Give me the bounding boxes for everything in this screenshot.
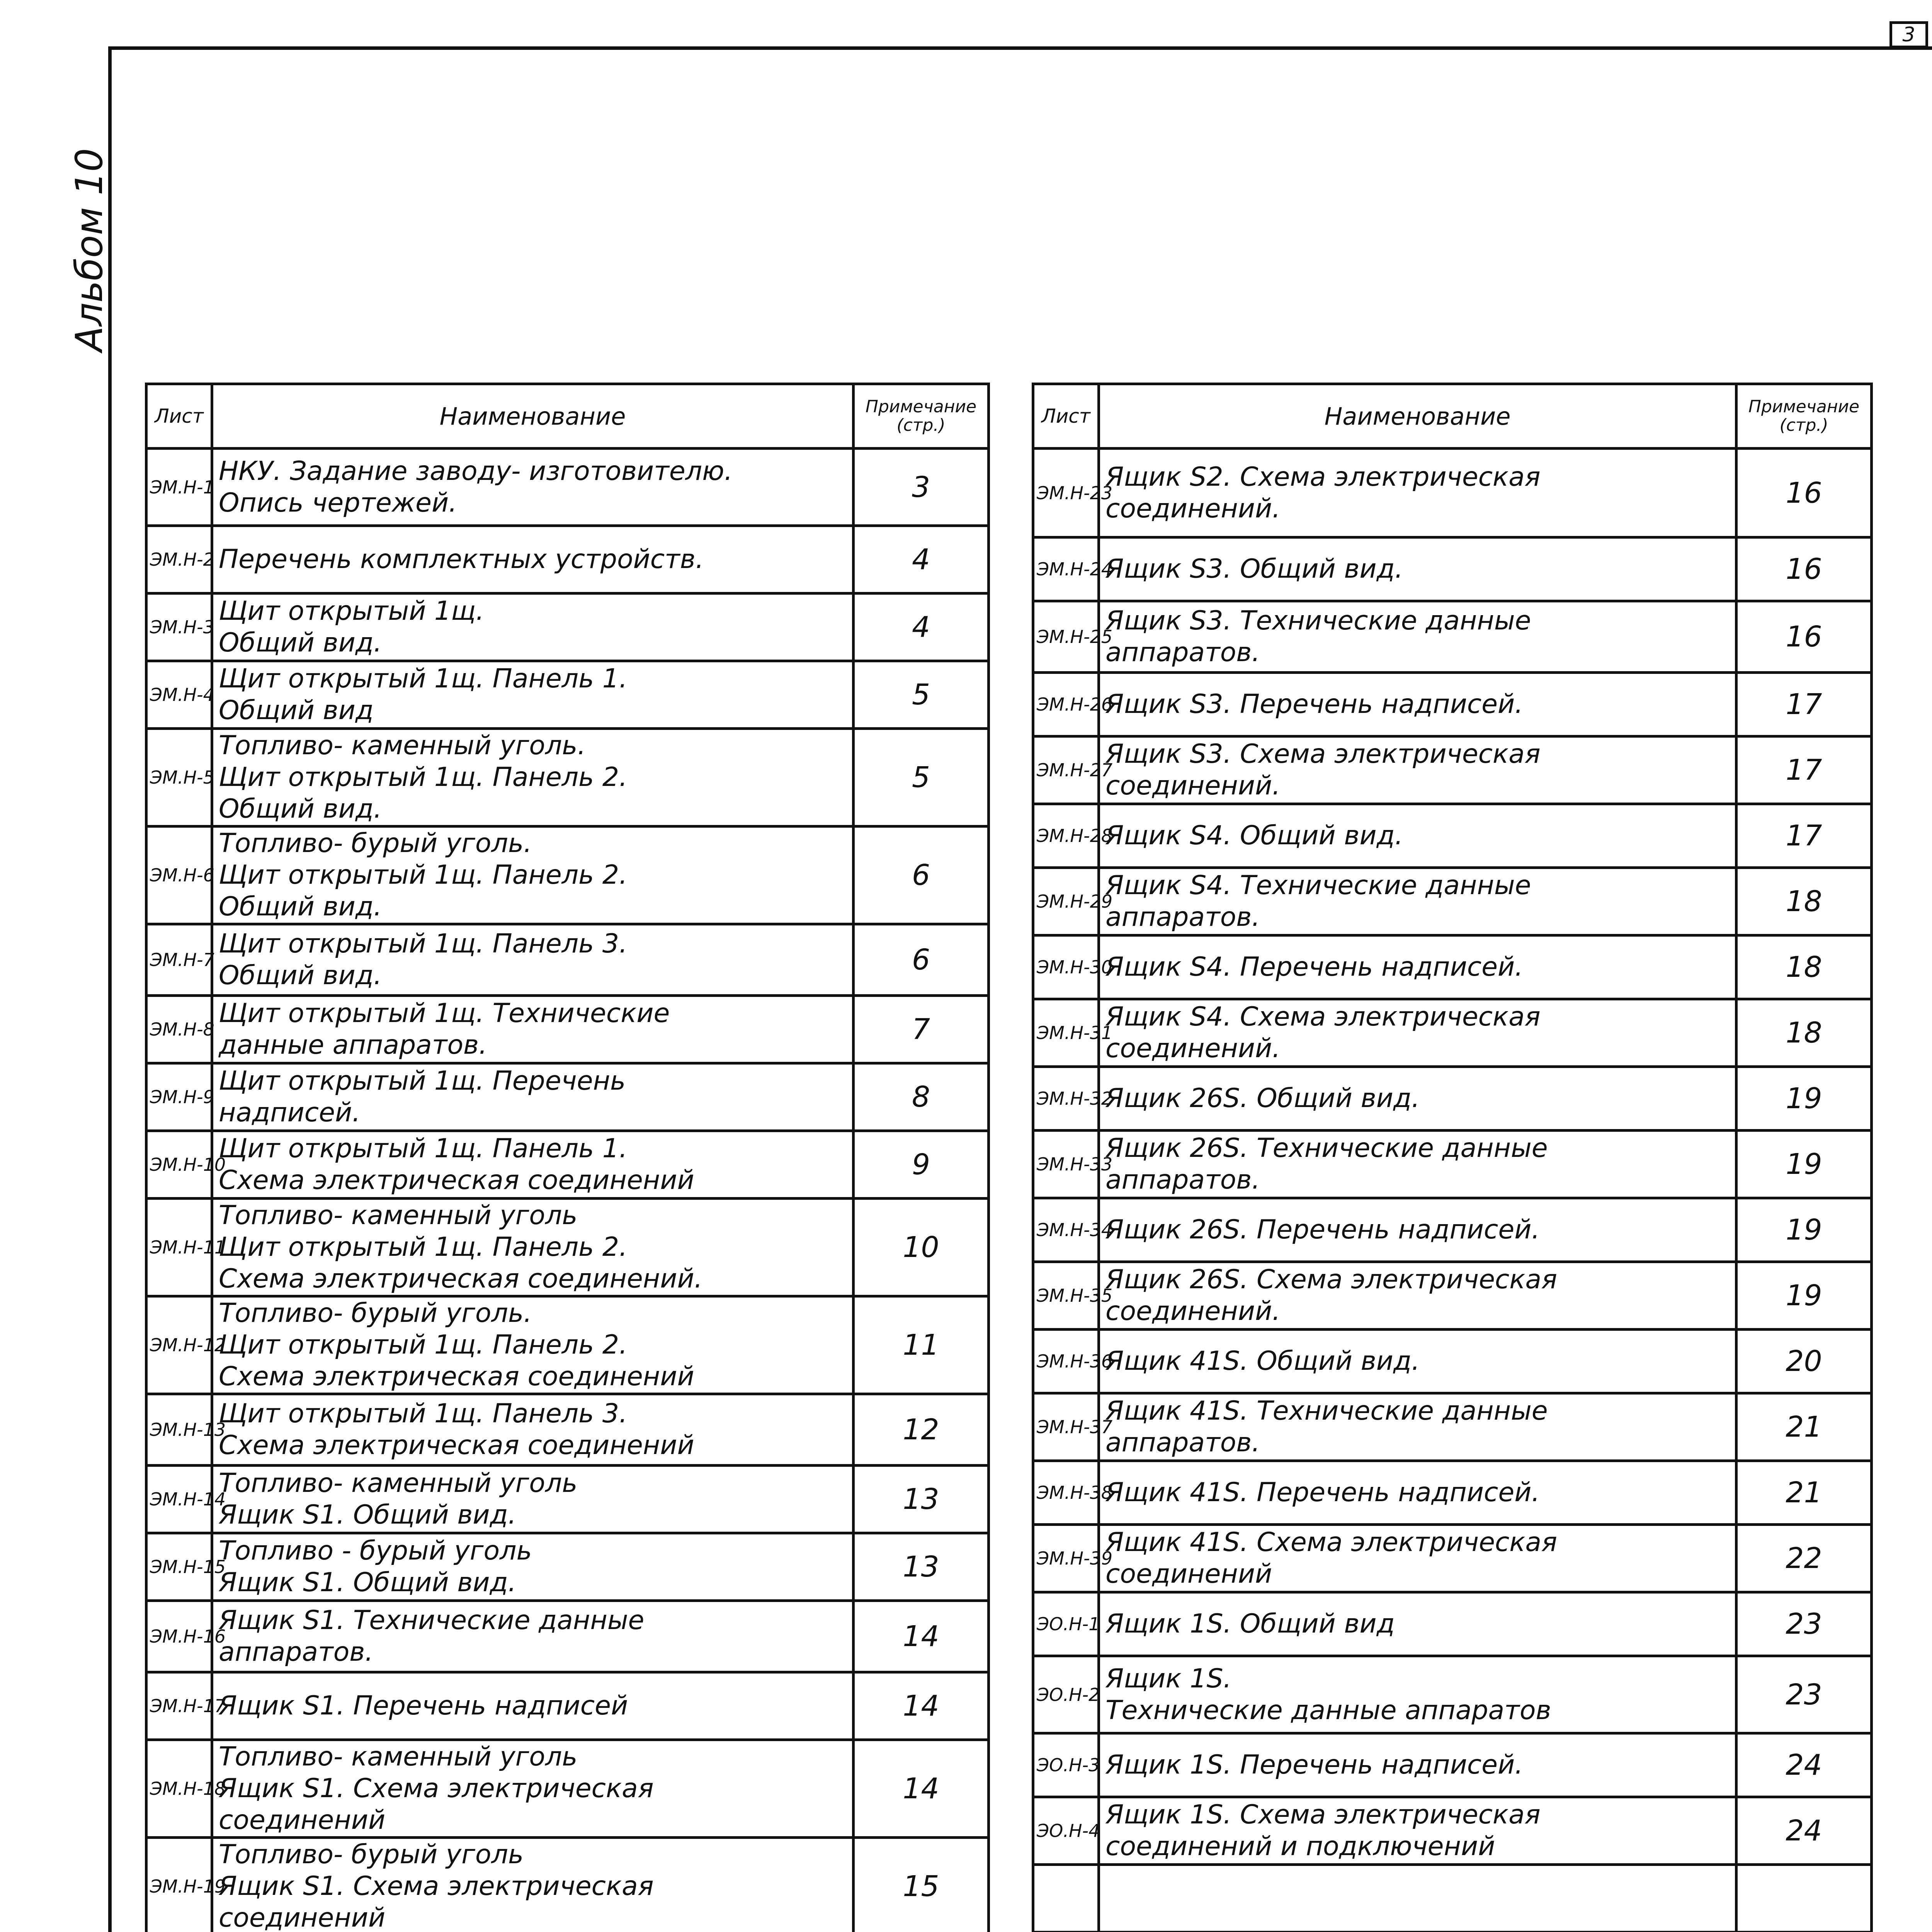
row-name: Ящик S1. Перечень надписей bbox=[212, 1672, 854, 1740]
sheet-number: 3 bbox=[1889, 21, 1928, 48]
row-page: 9 bbox=[854, 1131, 989, 1199]
table-row bbox=[146, 594, 989, 661]
row-code: ЭМ.Н-1 bbox=[146, 449, 212, 526]
row-name: Ящик 1S. Общий вид bbox=[1099, 1592, 1736, 1656]
row-name: Щит открытый 1щ. Панель 1. Схема электрическая соединений bbox=[212, 1131, 854, 1199]
row-page: 24 bbox=[1736, 1797, 1872, 1865]
table-row bbox=[1033, 1198, 1872, 1262]
row-name: Ящик 26S. Общий вид. bbox=[1099, 1067, 1736, 1131]
row-name: Ящик S3. Общий вид. bbox=[1099, 537, 1736, 601]
row-page: 23 bbox=[1736, 1592, 1872, 1656]
row-code: ЭМ.Н-17 bbox=[146, 1672, 212, 1740]
row-code: ЭМ.Н-25 bbox=[1033, 601, 1099, 673]
row-code: ЭМ.Н-37 bbox=[1033, 1393, 1099, 1461]
row-code: ЭМ.Н-26 bbox=[1033, 673, 1099, 736]
row-code: ЭМ.Н-31 bbox=[1033, 999, 1099, 1067]
col-header-name: Наименование bbox=[212, 384, 854, 449]
row-code: ЭО.Н-2 bbox=[1033, 1656, 1099, 1733]
row-name: Ящик S3. Технические данные аппаратов. bbox=[1099, 601, 1736, 673]
row-code: ЭМ.Н-3 bbox=[146, 594, 212, 661]
row-name: Топливо- бурый уголь Ящик S1. Схема электрическая соединений bbox=[212, 1838, 854, 1932]
row-code: ЭМ.Н-30 bbox=[1033, 935, 1099, 999]
row-name: Ящик 41S. Перечень надписей. bbox=[1099, 1461, 1736, 1525]
table-row bbox=[1033, 935, 1872, 999]
row-code: ЭМ.Н-16 bbox=[146, 1601, 212, 1672]
row-code: ЭМ.Н-23 bbox=[1033, 449, 1099, 537]
row-page: 11 bbox=[854, 1296, 989, 1394]
col-header-name: Наименование bbox=[1099, 384, 1736, 449]
table-row bbox=[1033, 1525, 1872, 1592]
row-name: Ящик 1S. Технические данные аппаратов bbox=[1099, 1656, 1736, 1733]
table-row bbox=[1033, 1262, 1872, 1330]
row-name: НКУ. Задание заводу- изготовителю. Опись чертежей. bbox=[212, 449, 854, 526]
row-code: ЭМ.Н-13 bbox=[146, 1394, 212, 1466]
row-name: Ящик 41S. Схема электрическая соединений bbox=[1099, 1525, 1736, 1592]
table-row bbox=[1033, 537, 1872, 601]
row-code: ЭМ.Н-33 bbox=[1033, 1131, 1099, 1198]
row-page: 3 bbox=[854, 449, 989, 526]
row-name: Ящик 41S. Технические данные аппаратов. bbox=[1099, 1393, 1736, 1461]
table-row bbox=[1033, 1461, 1872, 1525]
row-name bbox=[1099, 1865, 1736, 1932]
table-row bbox=[146, 1394, 989, 1466]
row-code: ЭМ.Н-2 bbox=[146, 526, 212, 594]
table-row bbox=[146, 1063, 989, 1131]
row-name: Перечень комплектных устройств. bbox=[212, 526, 854, 594]
row-page: 22 bbox=[1736, 1525, 1872, 1592]
table-row bbox=[146, 827, 989, 924]
row-page: 7 bbox=[854, 996, 989, 1063]
row-name: Ящик 26S. Перечень надписей. bbox=[1099, 1198, 1736, 1262]
row-page: 13 bbox=[854, 1533, 989, 1601]
row-code: ЭМ.Н-39 bbox=[1033, 1525, 1099, 1592]
table-row bbox=[1033, 1656, 1872, 1733]
row-name: Ящик S4. Перечень надписей. bbox=[1099, 935, 1736, 999]
row-page: 17 bbox=[1736, 673, 1872, 736]
col-header-note: Примечание (стр.) bbox=[1736, 384, 1872, 449]
row-code: ЭМ.Н-34 bbox=[1033, 1198, 1099, 1262]
row-page: 19 bbox=[1736, 1131, 1872, 1198]
col-header-sheet: Лист bbox=[146, 384, 212, 449]
row-code: ЭМ.Н-8 bbox=[146, 996, 212, 1063]
table-row bbox=[1033, 1067, 1872, 1131]
row-name: Ящик S3. Перечень надписей. bbox=[1099, 673, 1736, 736]
album-label: Альбом 10 bbox=[68, 148, 111, 352]
table-row bbox=[146, 996, 989, 1063]
row-code: ЭМ.Н-10 bbox=[146, 1131, 212, 1199]
row-code: ЭО.Н-1 bbox=[1033, 1592, 1099, 1656]
table-row bbox=[1033, 601, 1872, 673]
row-name: Ящик 26S. Технические данные аппаратов. bbox=[1099, 1131, 1736, 1198]
row-code: ЭМ.Н-11 bbox=[146, 1199, 212, 1296]
row-name: Щит открытый 1щ. Панель 3. Схема электрическая соединений bbox=[212, 1394, 854, 1466]
row-code: ЭМ.Н-7 bbox=[146, 924, 212, 996]
table-row bbox=[146, 1533, 989, 1601]
table-row bbox=[146, 526, 989, 594]
table-row bbox=[1033, 1330, 1872, 1393]
row-page: 12 bbox=[854, 1394, 989, 1466]
row-code: ЭМ.Н-15 bbox=[146, 1533, 212, 1601]
table-row bbox=[146, 449, 989, 526]
row-name: Топливо- каменный уголь Щит открытый 1щ. Панель 2. Схема электрическая соединений. bbox=[212, 1199, 854, 1296]
row-page: 19 bbox=[1736, 1067, 1872, 1131]
row-code: ЭМ.Н-29 bbox=[1033, 868, 1099, 935]
row-page: 6 bbox=[854, 827, 989, 924]
row-page: 16 bbox=[1736, 537, 1872, 601]
row-name: Ящик S4. Технические данные аппаратов. bbox=[1099, 868, 1736, 935]
row-name: Топливо- бурый уголь. Щит открытый 1щ. Панель 2. Общий вид. bbox=[212, 827, 854, 924]
row-page: 14 bbox=[854, 1740, 989, 1838]
row-page: 21 bbox=[1736, 1461, 1872, 1525]
row-page: 19 bbox=[1736, 1262, 1872, 1330]
row-page: 6 bbox=[854, 924, 989, 996]
table-row bbox=[146, 1601, 989, 1672]
row-code: ЭО.Н-4 bbox=[1033, 1797, 1099, 1865]
table-row bbox=[146, 661, 989, 729]
table-row bbox=[1033, 1393, 1872, 1461]
table-row bbox=[1033, 673, 1872, 736]
drawings-table-left bbox=[145, 383, 990, 1932]
table-row bbox=[146, 1199, 989, 1296]
row-code: ЭМ.Н-5 bbox=[146, 729, 212, 827]
row-page: 5 bbox=[854, 729, 989, 827]
col-header-note: Примечание (стр.) bbox=[854, 384, 989, 449]
drawings-table-right bbox=[1032, 383, 1873, 1932]
row-name: Ящик S4. Схема электрическая соединений. bbox=[1099, 999, 1736, 1067]
row-code: ЭМ.Н-36 bbox=[1033, 1330, 1099, 1393]
row-code: ЭМ.Н-27 bbox=[1033, 736, 1099, 804]
table-row bbox=[146, 924, 989, 996]
row-page: 14 bbox=[854, 1672, 989, 1740]
row-page: 18 bbox=[1736, 935, 1872, 999]
row-code: ЭМ.Н-14 bbox=[146, 1466, 212, 1533]
row-code: ЭМ.Н-32 bbox=[1033, 1067, 1099, 1131]
table-row bbox=[146, 729, 989, 827]
row-page: 4 bbox=[854, 594, 989, 661]
row-page bbox=[1736, 1865, 1872, 1932]
row-name: Щит открытый 1щ. Панель 1. Общий вид bbox=[212, 661, 854, 729]
table-row bbox=[1033, 868, 1872, 935]
row-page: 17 bbox=[1736, 804, 1872, 868]
table-row bbox=[1033, 449, 1872, 537]
row-name: Ящик 41S. Общий вид. bbox=[1099, 1330, 1736, 1393]
row-name: Ящик S4. Общий вид. bbox=[1099, 804, 1736, 868]
row-page: 18 bbox=[1736, 868, 1872, 935]
table-row bbox=[146, 1466, 989, 1533]
row-name: Топливо- каменный уголь Ящик S1. Схема электрическая соединений bbox=[212, 1740, 854, 1838]
row-code: ЭМ.Н-9 bbox=[146, 1063, 212, 1131]
row-code: ЭМ.Н-18 bbox=[146, 1740, 212, 1838]
table-row bbox=[1033, 1797, 1872, 1865]
row-code bbox=[1033, 1865, 1099, 1932]
table-row bbox=[1033, 1592, 1872, 1656]
row-name: Ящик S1. Технические данные аппаратов. bbox=[212, 1601, 854, 1672]
row-name: Ящик S2. Схема электрическая соединений. bbox=[1099, 449, 1736, 537]
row-page: 14 bbox=[854, 1601, 989, 1672]
col-header-sheet: Лист bbox=[1033, 384, 1099, 449]
row-page: 18 bbox=[1736, 999, 1872, 1067]
row-page: 13 bbox=[854, 1466, 989, 1533]
row-code: ЭМ.Н-6 bbox=[146, 827, 212, 924]
row-name: Щит открытый 1щ. Технические данные аппаратов. bbox=[212, 996, 854, 1063]
table-row bbox=[146, 1131, 989, 1199]
row-page: 10 bbox=[854, 1199, 989, 1296]
row-name: Топливо- бурый уголь. Щит открытый 1щ. Панель 2. Схема электрическая соединений bbox=[212, 1296, 854, 1394]
row-name: Щит открытый 1щ. Общий вид. bbox=[212, 594, 854, 661]
table-row bbox=[146, 1672, 989, 1740]
row-name: Ящик 26S. Схема электрическая соединений. bbox=[1099, 1262, 1736, 1330]
table-row bbox=[146, 1740, 989, 1838]
table-row bbox=[146, 1838, 989, 1932]
row-code: ЭМ.Н-4 bbox=[146, 661, 212, 729]
row-code: ЭМ.Н-35 bbox=[1033, 1262, 1099, 1330]
table-row bbox=[1033, 1865, 1872, 1932]
table-row bbox=[1033, 999, 1872, 1067]
row-code: ЭМ.Н-28 bbox=[1033, 804, 1099, 868]
row-page: 15 bbox=[854, 1838, 989, 1932]
row-name: Ящик 1S. Схема электрическая соединений и подключений bbox=[1099, 1797, 1736, 1865]
row-page: 17 bbox=[1736, 736, 1872, 804]
row-name: Топливо - бурый уголь Ящик S1. Общий вид. bbox=[212, 1533, 854, 1601]
row-page: 20 bbox=[1736, 1330, 1872, 1393]
row-name: Щит открытый 1щ. Перечень надписей. bbox=[212, 1063, 854, 1131]
table-row bbox=[1033, 804, 1872, 868]
table-row bbox=[1033, 1733, 1872, 1797]
row-name: Топливо- каменный уголь Ящик S1. Общий вид. bbox=[212, 1466, 854, 1533]
row-page: 5 bbox=[854, 661, 989, 729]
row-code: ЭМ.Н-19 bbox=[146, 1838, 212, 1932]
row-page: 8 bbox=[854, 1063, 989, 1131]
row-page: 23 bbox=[1736, 1656, 1872, 1733]
row-page: 19 bbox=[1736, 1198, 1872, 1262]
table-row bbox=[1033, 1131, 1872, 1198]
row-name: Ящик S3. Схема электрическая соединений. bbox=[1099, 736, 1736, 804]
row-name: Щит открытый 1щ. Панель 3. Общий вид. bbox=[212, 924, 854, 996]
row-code: ЭМ.Н-38 bbox=[1033, 1461, 1099, 1525]
row-name: Топливо- каменный уголь. Щит открытый 1щ. Панель 2. Общий вид. bbox=[212, 729, 854, 827]
table-row bbox=[1033, 736, 1872, 804]
row-page: 16 bbox=[1736, 601, 1872, 673]
row-page: 21 bbox=[1736, 1393, 1872, 1461]
row-page: 4 bbox=[854, 526, 989, 594]
row-code: ЭО.Н-3 bbox=[1033, 1733, 1099, 1797]
table-row bbox=[146, 1296, 989, 1394]
row-code: ЭМ.Н-24 bbox=[1033, 537, 1099, 601]
row-page: 24 bbox=[1736, 1733, 1872, 1797]
row-code: ЭМ.Н-12 bbox=[146, 1296, 212, 1394]
row-name: Ящик 1S. Перечень надписей. bbox=[1099, 1733, 1736, 1797]
row-page: 16 bbox=[1736, 449, 1872, 537]
